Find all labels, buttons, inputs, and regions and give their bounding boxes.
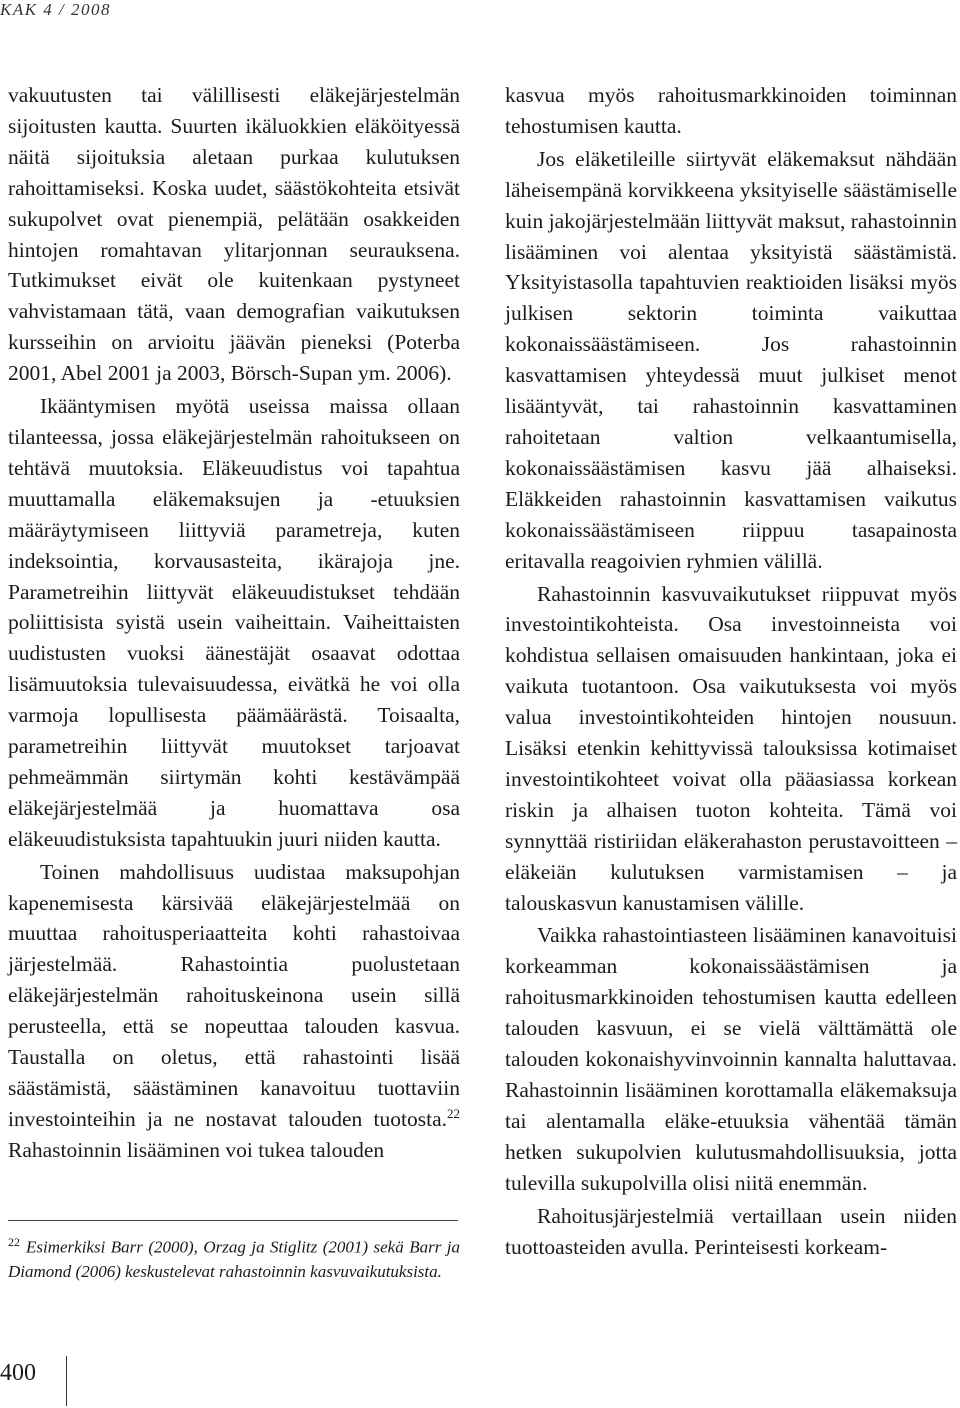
footnote-divider	[8, 1220, 458, 1221]
paragraph-text: Toinen mahdollisuus uudistaa maksupohjan kapenemisesta kärsivää eläkejärjestelmää on muuttaa rahoitusperiaatteita kohti rahastoivaa järjestelmää. Rahastointia puolustetaan eläkejärjestelmän rahoituskeinona usein sillä perusteella, että se nopeuttaa talouden kasvua. Taustalla on oletus, että rahastointi lisää säästämistä, säästäminen kanavoituu tuottaviin investointeihin ja ne nostavat talouden tuotosta.	[8, 859, 460, 1131]
paragraph: kasvua myös rahoitusmarkkinoiden toiminnan tehostumisen kautta.	[505, 83, 957, 138]
paragraph	[8, 857, 460, 1166]
paragraph: Ikääntymisen myötä useissa maissa ollaan tilanteessa, jossa eläkejärjestelmän rahoitukseen on tehtävä muutoksia. Eläkeuudistus voi tapahtua muuttamalla eläkemaksujen ja -etuuksien määräytymiseen liittyviä parametreja, kuten indeksointia, korvausasteita, ikärajoja jne. Parametreihin liittyvät eläkeuudistukset tehdään poliittisista syistä usein vaiheittain. Vaiheittaisten uudistusten vuoksi äänestäjät osaavat odottaa lisämuutoksia tulevaisuudessa, eivätkä he voi olla varmoja lopullisesta päämäärästä. Toisaalta, parametreihin liittyvät muutokset tarjoavat pehmeämmän siirtymän kohti kestävämpää eläkejärjestelmää ja huomattava osa eläkeuudistuksista tapahtuukin juuri niiden kautta.	[8, 394, 460, 851]
footnote-number: 22	[8, 1235, 20, 1249]
journal-header: KAK 4 / 2008	[0, 0, 112, 19]
paragraph: Jos eläketileille siirtyvät eläkemaksut nähdään läheisempänä korvikkeena yksityiselle säästämiselle kuin jakojärjestelmään liittyvät maksut, rahastoinnin lisääminen voi alentaa yksityistä säästämistä. Yksityistasolla tapahtuvien reaktioiden lisäksi myös julkisen sektorin toiminta vaikuttaa kokonaissäästämiseen. Jos rahastoinnin kasvattamisen yhteydessä muut julkiset menot lisääntyvät, tai rahastoinnin kasvattaminen rahoitetaan valtion velkaantumisella, kokonaissäästämisen kasvu jää alhaiseksi. Eläkkeiden rahastoinnin kasvattamisen vaikutus kokonaissäästämiseen riippuu tasapainosta eritavalla reagoivien ryhmien välillä.	[505, 146, 957, 573]
right-column	[505, 80, 957, 1262]
page-number-divider	[66, 1356, 67, 1406]
footnote	[8, 1230, 460, 1284]
paragraph: Rahastoinnin kasvuvaikutukset riippuvat myös investointikohteista. Osa investoinneista voi kohdistua sellaisen omaisuuden hankintaan, joka ei vaikuta tuotantoon. Osa vaikutuksesta voi myös valua investointikohteiden hintojen nousuun. Lisäksi etenkin kehittyvissä talouksissa kotimaiset investointikohteet voivat olla pääasiassa korkean riskin ja alhaisen tuoton kohteita. Tämä voi synnyttää ristiriidan eläkerahaston perustavoitteen – eläkeiän kulutuksen varmistamisen – ja talouskasvun kanustamisen välille.	[505, 581, 957, 915]
paragraph: vakuutusten tai välillisesti eläkejärjestelmän sijoitusten kautta. Suurten ikäluokkien eläköityessä näitä sijoituksia aletaan purkaa kulutuksen rahoittamiseksi. Koska uudet, säästökohteita etsivät sukupolvet ovat pienempiä, pelätään osakkeiden hintojen romahtavan ylitarjonnan seurauksena. Tutkimukset eivät ole kuitenkaan pystyneet vahvistamaan tätä, vaan demografian vaikutuksen kursseihin on arvioitu jäävän pieneksi (Poterba 2001, Abel 2001 ja 2003, Börsch-Supan ym. 2006).	[8, 83, 460, 386]
left-column	[8, 80, 460, 1166]
page-number: 400	[0, 1360, 36, 1386]
footnote-text: Esimerkiksi Barr (2000), Orzag ja Stiglitz (2001) sekä Barr ja Diamond (2006) keskustelevat rahastoinnin kasvuvaikutuksista.	[8, 1237, 460, 1281]
paragraph: Vaikka rahastointiasteen lisääminen kanavoituisi korkeamman kokonaissäästämisen ja rahoitusmarkkinoiden tehostumisen kautta edelleen talouden kasvuun, ei se vielä välttämättä ole talouden kokonaishyvinvoinnin kannalta haluttavaa. Rahastoinnin lisääminen korottamalla eläkemaksuja tai alentamalla eläke-etuuksia vähentää tämän hetken sukupolvien kulutusmahdollisuuksia, jotta tulevilla sukupolvilla olisi niitä enemmän.	[505, 923, 957, 1195]
paragraph-tail: Rahastoinnin lisääminen voi tukea talouden	[8, 1137, 385, 1162]
paragraph: Rahoitusjärjestelmiä vertaillaan usein niiden tuottoasteiden avulla. Perinteisesti korkeam-	[505, 1203, 957, 1259]
footnote-reference[interactable]: 22	[447, 1105, 460, 1121]
